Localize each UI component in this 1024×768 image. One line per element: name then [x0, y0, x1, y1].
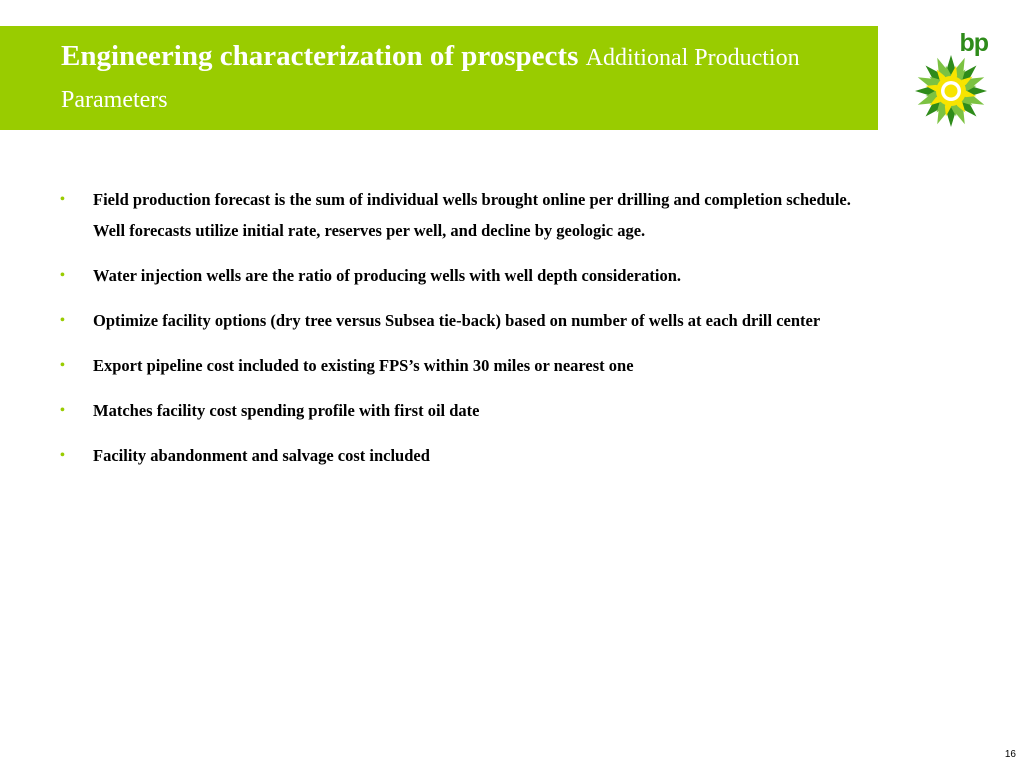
bullet-text: Water injection wells are the ratio of producing wells with well depth consideration.	[93, 266, 682, 285]
bullet-marker: •	[60, 192, 65, 207]
bullet-text: Field production forecast is the sum of individual wells brought online per drilling and completion schedule. Well forecasts utilize initial rate, reserves per well, and decline by geologic age.	[93, 190, 851, 240]
bp-wordmark: bp	[959, 29, 988, 57]
bullet-text: Export pipeline cost included to existing FPS’s within 30 miles or nearest one	[93, 356, 634, 375]
bullet-text: Optimize facility options (dry tree versus Subsea tie-back) based on number of wells at each drill center	[93, 311, 821, 330]
bullet-item	[60, 440, 875, 471]
bullet-item	[60, 260, 875, 291]
bullet-text: Matches facility cost spending profile with first oil date	[93, 401, 480, 420]
bullet-item	[60, 350, 875, 381]
bullet-item	[60, 395, 875, 426]
bp-helios-sunflower-icon	[914, 54, 988, 128]
bp-logo	[910, 30, 994, 130]
bullet-marker: •	[60, 268, 65, 283]
title-subtitle: Additional Production Parameters	[61, 45, 800, 113]
bullet-item	[60, 305, 875, 336]
bullet-list	[60, 184, 875, 485]
title-main: Engineering characterization of prospects	[61, 40, 579, 72]
slide-title	[61, 36, 848, 120]
bullet-item	[60, 184, 875, 246]
bullet-marker: •	[60, 403, 65, 418]
title-bar	[0, 26, 878, 130]
bullet-text: Facility abandonment and salvage cost included	[93, 446, 430, 465]
bullet-marker: •	[60, 448, 65, 463]
bullet-marker: •	[60, 358, 65, 373]
bullet-marker: •	[60, 313, 65, 328]
page-number: 16	[1004, 749, 1016, 760]
